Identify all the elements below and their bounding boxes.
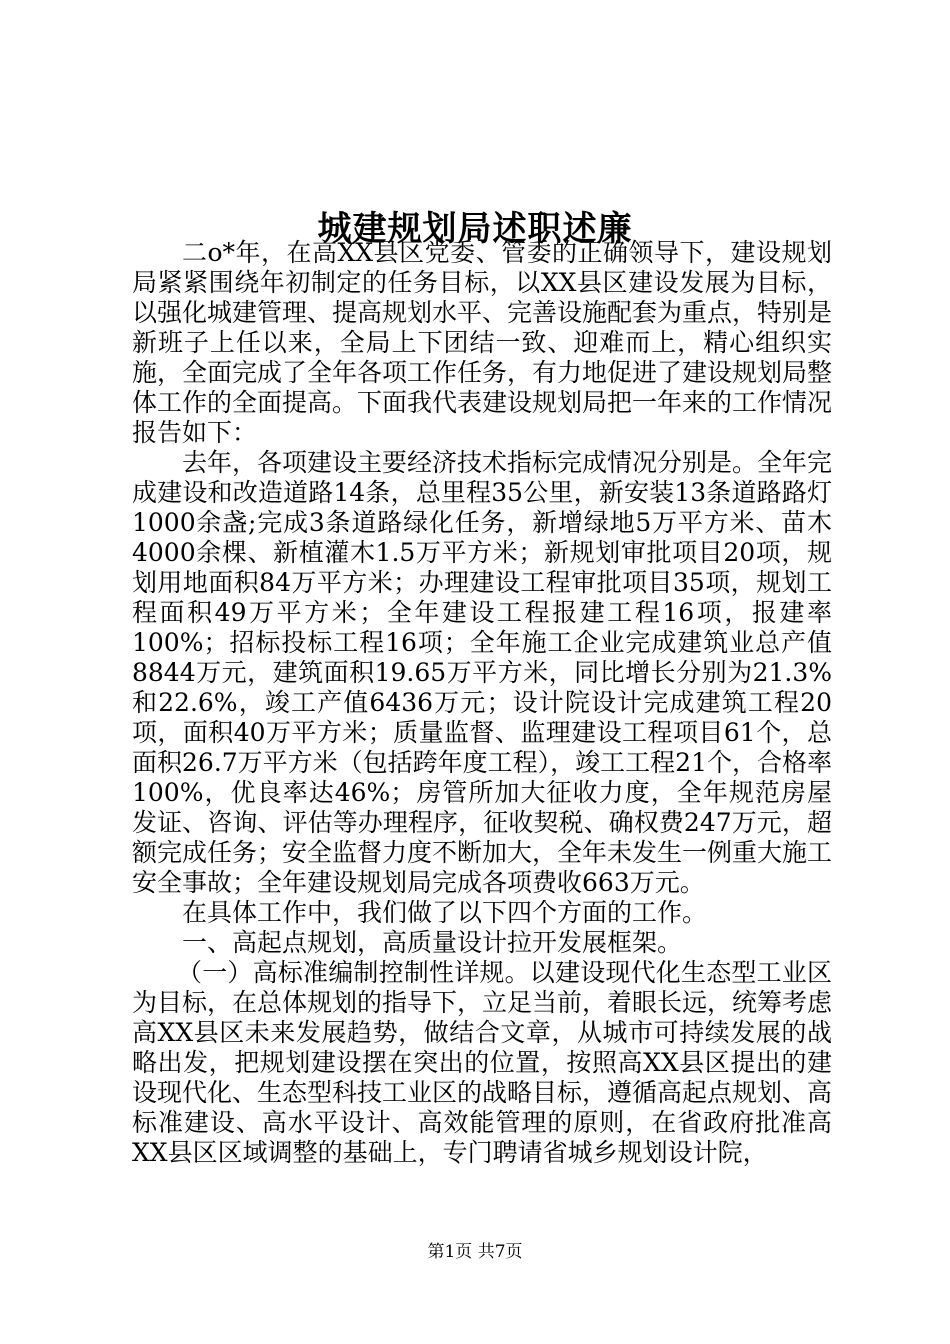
paragraph-indicators: 去年，各项建设主要经济技术指标完成情况分别是。全年完成建设和改造道路14条，总里程35公里，新安装13条道路路灯1000余盏;完成3条道路绿化任务，新增绿地5万平方米、苗木4000余棵、新植灌木1.5万平方米；新规划审批项目20项，规划用地面积84万平方米；办理建设工程审批项目35项，规划工程面积49万平方米；全年建设工程报建工程16项，报建率100%；招标投标工程16项；全年施工企业完成建筑业总产值8844万元，建筑面积19.65万平方米，同比增长分别为21.3%和22.6%，竣工产值6436万元；设计院设计完成建筑工程20项，面积40万平方米；质量监督、监理建设工程项目61个，总面积26.7万平方米（包括跨年度工程），竣工工程21个，合格率100%，优良率达46%；房管所加大征收力度，全年规范房屋发证、咨询、评估等办理程序，征收契税、确权费247万元，超额完成任务；安全监督力度不断加大，全年未发生一例重大施工安全事故；全年建设规划局完成各项费收663万元。 [132, 448, 833, 897]
paragraph-four-aspects: 在具体工作中，我们做了以下四个方面的工作。 [182, 898, 708, 927]
paragraph-intro: 二o*年，在高XX县区党委、管委的正确领导下，建设规划局紧紧围绕年初制定的任务目标，以XX县区建设发展为目标，以强化城建管理、提高规划水平、完善设施配套为重点，特别是新班子上任以来，全局上下团结一致、迎难而上，精心组织实施，全面完成了全年各项工作任务，有力地促进了建设规划局整体工作的全面提高。下面我代表建设规划局把一年来的工作情况报告如下： [132, 238, 833, 447]
page-number-footer: 第1页 共7页 [427, 1242, 523, 1262]
paragraph-detailed-planning: （一）高标准编制控制性详规。以建设现代化生态型工业区为目标，在总体规划的指导下，立足当前，着眼长远，统筹考虑高XX县区未来发展趋势，做结合文章，从城市可持续发展的战略出发，把规划建设摆在突出的位置，按照高XX县区提出的建设现代化、生态型科技工业区的战略目标，遵循高起点规划、高标准建设、高水平设计、高效能管理的原则，在省政府批准高XX县区区域调整的基础上，专门聘请省城乡规划设计院， [132, 958, 833, 1167]
section-heading-one: 一、高起点规划，高质量设计拉开发展框架。 [182, 928, 683, 957]
document-title: 城建规划局述职述廉 [317, 208, 633, 249]
document-body [132, 238, 832, 1168]
